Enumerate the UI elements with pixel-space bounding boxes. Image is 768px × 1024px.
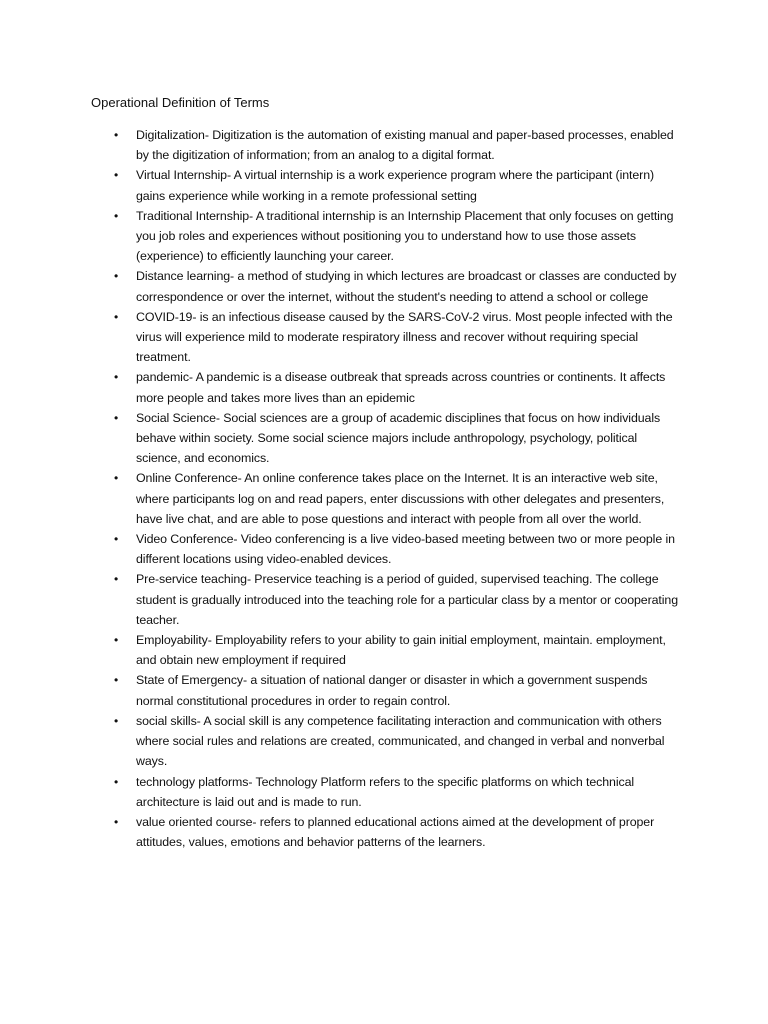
term-definition-text: Online Conference- An online conference takes place on the Internet. It is an interactive web site, where participants log on and read papers, enter discussions with other delegates and presenters, have live chat, and are able to pose questions and interact with people from all over the world. xyxy=(136,471,665,526)
list-item xyxy=(114,468,684,529)
bullet-icon: • xyxy=(114,370,119,385)
bullet-icon: • xyxy=(114,633,119,648)
list-item xyxy=(114,772,684,812)
term-definition-text: Digitalization- Digitization is the automation of existing manual and paper-based processes, enabled by the digitization of information; from an analog to a digital format. xyxy=(136,128,674,163)
bullet-icon: • xyxy=(114,814,119,829)
list-item xyxy=(114,408,684,469)
document-title: Operational Definition of Terms xyxy=(91,95,270,110)
list-item xyxy=(114,165,684,205)
term-definition-text: COVID-19- is an infectious disease caused by the SARS-CoV-2 virus. Most people infected with the virus will experience mild to moderate respiratory illness and recover without requiring special treatment. xyxy=(136,309,673,365)
term-definition-text: Traditional Internship- A traditional internship is an Internship Placement that only focuses on getting you job roles and experiences without positioning you to understand how to use those assets (experience) to efficiently launching your career. xyxy=(136,208,674,264)
term-list xyxy=(114,125,684,852)
term-definition-text: Employability- Employability refers to your ability to gain initial employment, maintain. employment, and obtain new employment if required xyxy=(136,633,666,668)
term-definition-text: Social Science- Social sciences are a group of academic disciplines that focus on how individuals behave within society. Some social science majors include anthropology, psychology, political science, and economics. xyxy=(136,410,661,466)
bullet-icon: • xyxy=(114,572,119,587)
term-definition-text: Virtual Internship- A virtual internship is a work experience program where the participant (intern) gains experience while working in a remote professional setting xyxy=(136,168,655,203)
bullet-icon: • xyxy=(114,269,119,284)
term-definition-text: technology platforms- Technology Platform refers to the specific platforms on which technical architecture is laid out and is made to run. xyxy=(136,774,635,809)
bullet-icon: • xyxy=(114,471,119,486)
list-item xyxy=(114,812,684,852)
bullet-icon: • xyxy=(114,532,119,547)
list-item xyxy=(114,569,684,630)
term-definition-text: Distance learning- a method of studying in which lectures are broadcast or classes are conducted by correspondence or over the internet, without the student's needing to attend a school or college xyxy=(136,269,677,304)
list-item xyxy=(114,125,684,165)
bullet-icon: • xyxy=(114,673,119,688)
bullet-icon: • xyxy=(114,208,119,223)
list-item xyxy=(114,529,684,569)
list-item xyxy=(114,266,684,306)
bullet-icon: • xyxy=(114,309,119,324)
bullet-icon: • xyxy=(114,168,119,183)
list-item xyxy=(114,307,684,368)
list-item xyxy=(114,630,684,670)
term-definition-text: Video Conference- Video conferencing is a live video-based meeting between two or more people in different locations using video-enabled devices. xyxy=(136,532,675,567)
bullet-icon: • xyxy=(114,774,119,789)
list-item xyxy=(114,711,684,772)
bullet-icon: • xyxy=(114,713,119,728)
term-definition-text: State of Emergency- a situation of national danger or disaster in which a government suspends normal constitutional procedures in order to regain control. xyxy=(136,673,648,708)
list-item xyxy=(114,670,684,710)
list-item xyxy=(114,206,684,267)
term-definition-text: social skills- A social skill is any competence facilitating interaction and communication with others where social rules and relations are created, communicated, and changed in verbal and nonverbal ways. xyxy=(136,713,665,769)
term-definition-text: value oriented course- refers to planned educational actions aimed at the development of proper attitudes, values, emotions and behavior patterns of the learners. xyxy=(136,814,655,850)
bullet-icon: • xyxy=(114,128,119,142)
term-definition-text: pandemic- A pandemic is a disease outbreak that spreads across countries or continents. It affects more people and takes more lives than an epidemic xyxy=(136,370,666,405)
term-definition-text: Pre-service teaching- Preservice teaching is a period of guided, supervised teaching. The college student is gradually introduced into the teaching role for a particular class by a mentor or cooperating teacher. xyxy=(136,572,678,627)
bullet-icon: • xyxy=(114,410,119,425)
list-item xyxy=(114,367,684,407)
